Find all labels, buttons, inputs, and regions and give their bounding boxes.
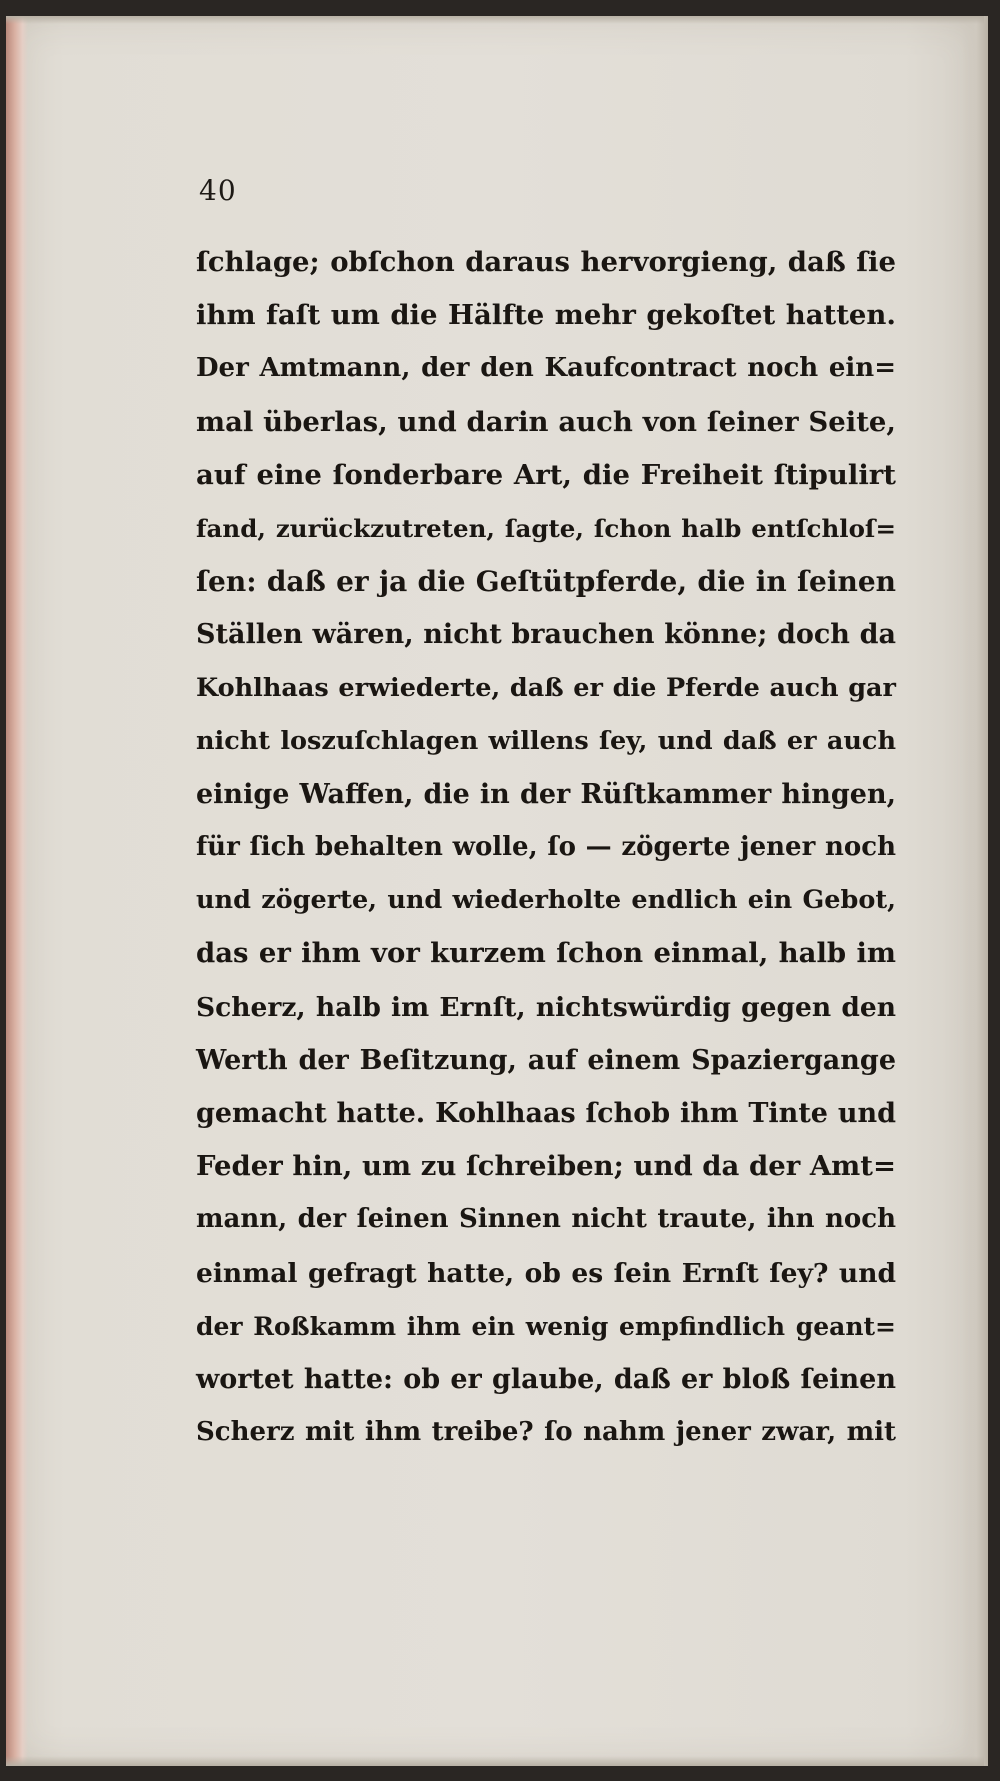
text-line: ihm faſt um die Hälfte mehr gekoſtet hatten. [196,299,896,332]
text-line: Scherz mit ihm treibe? ſo nahm jener zwar, mit [196,1417,896,1448]
text-line: wortet hatte: ob er glaube, daß er bloß ſeinen [196,1363,896,1395]
text-line: ſen: daß er ja die Geſtütpferde, die in ſeinen [196,565,896,599]
text-line: nicht loszuſchlagen willens ſey, und daß er auch [196,725,896,756]
text-line: fand, zurückzutreten, ſagte, ſchon halb entſchloſ= [196,513,896,543]
text-line: Der Amtmann, der den Kaufcontract noch ein= [196,353,896,384]
text-line: Ställen wären, nicht brauchen könne; doch da [196,619,896,651]
text-line: ſchlage; obſchon daraus hervorgieng, daß ſie [196,246,896,278]
text-line: Scherz, halb im Ernſt, nichtswürdig gegen den [196,991,896,1023]
text-line: das er ihm vor kurzem ſchon einmal, halb im [196,937,896,970]
page-bottom-edge [6,1756,984,1766]
page-number: 40 [199,174,237,207]
text-line: einige Waffen, die in der Rüſtkammer hingen, [196,778,896,810]
text-line: und zögerte, und wiederholte endlich ein Gebot, [196,885,896,916]
text-line: Feder hin, um zu ſchreiben; und da der Amt= [196,1150,896,1183]
text-line: auf eine ſonderbare Art, die Freiheit ſtipulirt [196,458,896,491]
body-text [196,236,896,1459]
text-line: mal überlas, und darin auch von ſeiner Seite, [196,405,896,438]
text-line: mann, der ſeinen Sinnen nicht traute, ihn noch [196,1204,896,1235]
text-line: der Roßkamm ihm ein wenig empfindlich geant= [196,1311,896,1341]
text-line: für ſich behalten wolle, ſo — zögerte jener noch [196,832,896,863]
text-line: gemacht hatte. Kohlhaas ſchob ihm Tinte und [196,1098,896,1129]
page-right-edge [962,16,988,1766]
text-line: Werth der Beſitzung, auf einem Spaziergange [196,1044,896,1076]
page-left-edge [6,16,28,1766]
text-line: einmal gefragt hatte, ob es ſein Ernſt ſey? und [196,1257,896,1289]
page-top-edge [6,16,984,24]
text-line: Kohlhaas erwiederte, daß er die Pferde auch gar [196,672,896,703]
